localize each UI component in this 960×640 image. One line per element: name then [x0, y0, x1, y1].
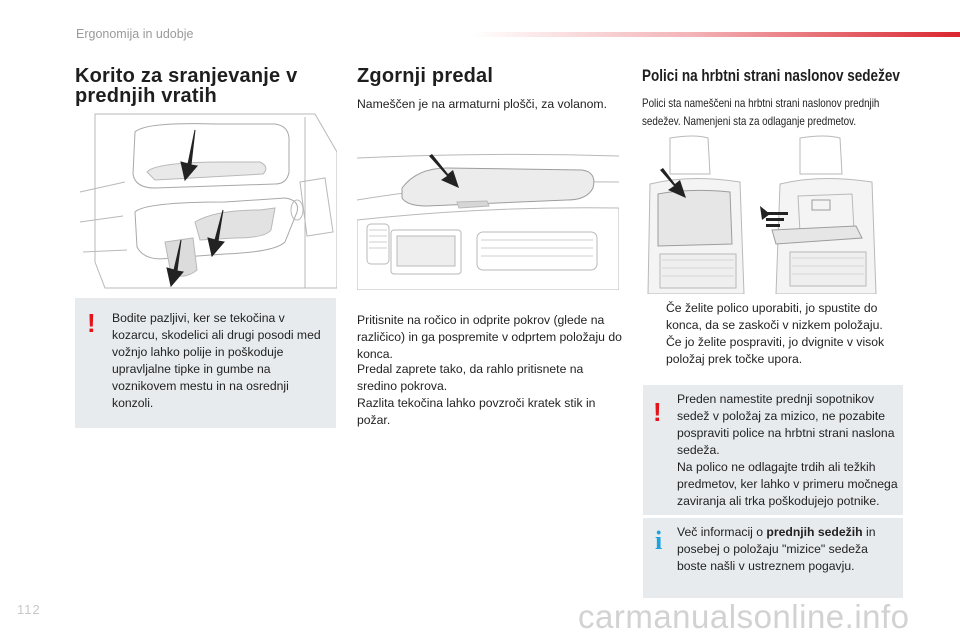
door-bin-warning-text: Bodite pazljivi, ker se tekočina v kozarcu, skodelici ali drugi posodi med vožnjo lahko polije in poškoduje upravljalne tipke in gumbe na voznikovem mestu in na osrednji konzoli. — [112, 311, 321, 410]
warning-icon: ! — [653, 397, 662, 427]
door-bin-illustration — [75, 112, 337, 290]
seatback-tables-intro: Polici sta nameščeni na hrbtni strani naslonov prednjih sedežev. Namenjeni sta za odlaganje predmetov. — [642, 96, 880, 128]
warning-icon: ! — [87, 308, 96, 338]
seatback-tables-warning-box — [643, 385, 903, 515]
seatback-tables-warning-text: Preden namestite prednji sopotnikov sedež v položaj za mizico, ne pozabite pospraviti police na hrbtni strani naslona sedeža. Na polico ne odlagajte trdih ali težkih predmetov, ker lahko v primeru močnega zaviranja ali trka poškodujejo potnike. — [677, 392, 898, 508]
front-seats-reference: prednjih sedežih — [766, 525, 863, 539]
seatback-tables-illustration — [640, 134, 902, 294]
upper-glovebox-open-text: Pritisnite na ročico in odprite pokrov (glede na različico) in ga pospremite v odprtem položaju do konca. — [357, 313, 622, 361]
upper-glovebox-spill-text: Razlita tekočina lahko povzroči kratek stik in požar. — [357, 396, 596, 427]
upper-glovebox-intro: Nameščen je na armaturni plošči, za volanom. — [357, 97, 607, 111]
seatback-tables-instructions — [643, 300, 913, 368]
dashboard-drawing — [357, 150, 619, 290]
seatback-tables-info-text: Več informacij o prednjih sedežih in posebej o položaju "mizice" sedeža boste našli v ustreznem pogavju. — [677, 525, 876, 573]
page-number: 112 — [17, 602, 41, 617]
door-panel-drawing — [75, 112, 337, 290]
header-accent-bar — [470, 32, 960, 37]
section-header: Ergonomija in udobje — [76, 27, 194, 41]
upper-glovebox-close-text: Predal zaprete tako, da rahlo pritisnete na sredino pokrova. — [357, 362, 584, 393]
info-icon: i — [655, 526, 663, 555]
watermark: carmanualsonline.info — [578, 598, 910, 635]
instruction-text: Če jo želite pospraviti, jo dvignite v visok položaj prek točke upora. — [666, 335, 885, 366]
door-bin-warning-box — [75, 298, 336, 428]
list-item — [643, 300, 913, 334]
upper-glovebox-title: Zgornji predal — [357, 65, 494, 87]
upper-glovebox-illustration — [357, 150, 619, 290]
seatbacks-drawing — [640, 134, 902, 294]
instruction-text: Če želite polico uporabiti, jo spustite do konca, da se zaskoči v nizkem položaju. — [666, 301, 883, 332]
seatback-tables-info-box — [643, 518, 903, 598]
list-item — [643, 334, 913, 368]
door-bin-title: Korito za sranjevanje v prednjih vratih — [75, 65, 298, 107]
seatback-tables-title: Polici na hrbtni strani naslonov sedežev — [642, 67, 900, 85]
